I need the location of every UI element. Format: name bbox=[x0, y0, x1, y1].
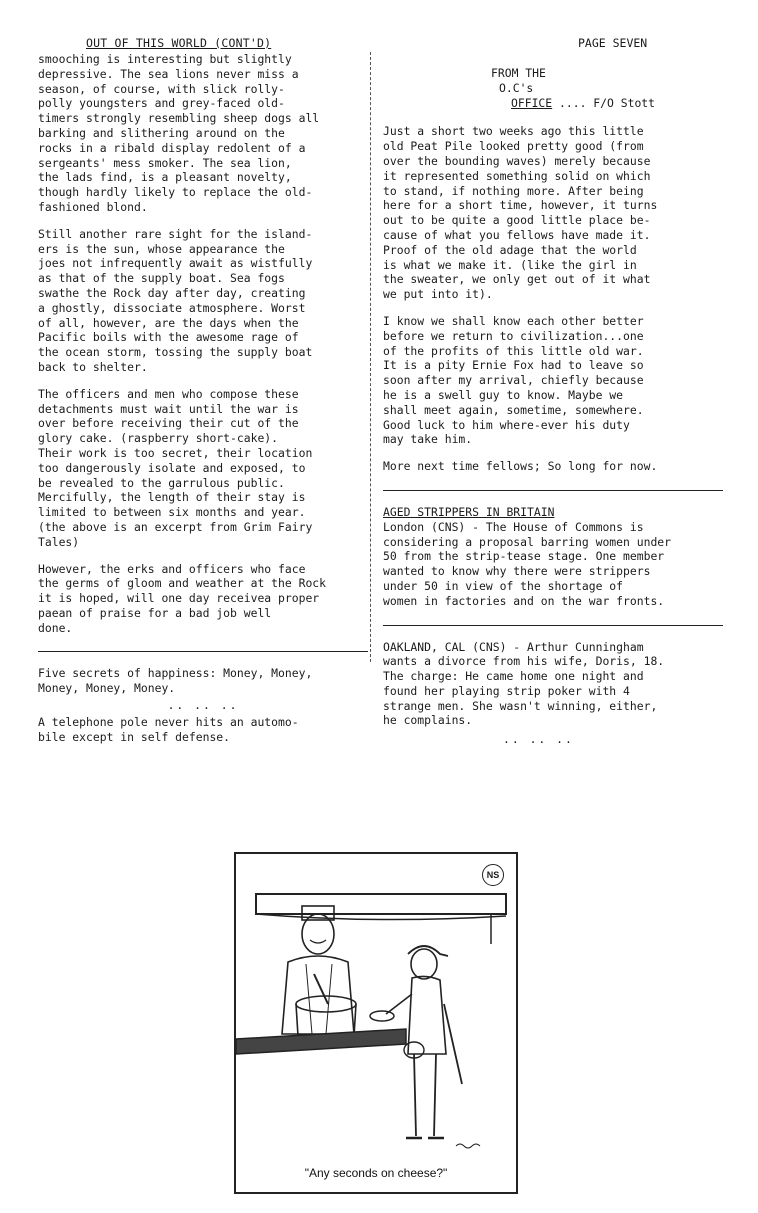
section-rule bbox=[383, 625, 723, 626]
article-paragraph: The officers and men who compose these detachments must wait until the war is over before receiving their cut of the glory cake. (raspberry short-cake). Their work is too secret, their location too dangerously isolate and exposed, to be revealed to the garrulous public. Mercifully, the length of their stay is limited to between six months and year. (the above is an excerpt from Grim Fairy Tales) bbox=[38, 386, 313, 549]
article-paragraph: I know we shall know each other better before we return to civilization...one of the profits of this little old war. It is a pity Ernie Fox had to leave so soon after my arrival, chiefly because he is a swell guy to know. Maybe we shall meet again, sometime, somewhere. Good luck to him where-ever his duty may take him. bbox=[383, 313, 644, 447]
ornament-dots: .. .. .. bbox=[503, 732, 574, 747]
section-rule bbox=[383, 490, 723, 491]
ornament-dots: .. .. .. bbox=[167, 698, 239, 713]
oc-heading-line: FROM THE bbox=[491, 66, 546, 80]
oc-heading-office: OFFICE bbox=[511, 95, 553, 110]
right-column bbox=[383, 66, 723, 749]
cartoon-illustration bbox=[236, 854, 516, 1192]
article-paragraph: More next time fellows; So long for now. bbox=[383, 459, 658, 474]
running-header-title: OUT OF THIS WORLD (CONT'D) bbox=[86, 36, 272, 50]
news-body: OAKLAND, CAL (CNS) - Arthur Cunningham wants a divorce from his wife, Doris, 18. The charge: He came home one night and found her playing strip poker with 4 strange men. She wasn't winning, either, he complains. bbox=[383, 639, 665, 728]
syndicate-badge: NS bbox=[482, 864, 504, 886]
news-headline: AGED STRIPPERS IN BRITAIN bbox=[383, 504, 555, 519]
news-body: London (CNS) - The House of Commons is considering a proposal barring women under 50 from the strip-tease stage. One member wanted to know why there were strippers under 50 in view of the shortage of women in factories and on the war fronts. bbox=[383, 519, 672, 608]
cartoon-caption: "Any seconds on cheese?" bbox=[304, 1166, 448, 1180]
article-paragraph: smooching is interesting but slightly depressive. The sea lions never miss a season, of course, with slick rolly- polly youngsters and grey-faced old- timers strongly resembling sheep dogs all barking and slithering around on the rocks in a ribald display redolent of a sergeants' mess smoker. The sea lion, the lads find, is a pleasant novelty, though hardly likely to replace the old- fashioned blond. bbox=[38, 52, 320, 214]
article-paragraph: Just a short two weeks ago this little old Peat Pile looked pretty good (from over the bounding waves) merely because it represented something solid on which to stand, if nothing more. After being here for a short time, however, it turns out to be quite a good little place be- cause of what you fellows have made it. Proof of the old adage that the world is what we make it. (like the girl in the sweater, we only get out of it what we put into it). bbox=[383, 124, 658, 302]
left-column bbox=[38, 52, 368, 756]
article-paragraph: However, the erks and officers who face the germs of gloom and weather at the Rock it is hoped, will one day receivea proper paean of praise for a bad job well done. bbox=[38, 561, 327, 635]
oc-office-heading bbox=[491, 66, 723, 110]
article-paragraph: Still another rare sight for the island- ers is the sun, whose appearance the joes not infrequently await as wistfully as that of the supply boat. Sea fogs swathe the Rock day after day, creating a ghostly, dissociate atmosphere. Worst of all, however, are the days when the Pacific boils with the awesome rage of the ocean storm, tossing the supply boat back to shelter. bbox=[38, 226, 313, 374]
filler-happiness: Five secrets of happiness: Money, Money, Money, Money, Money. bbox=[38, 666, 313, 696]
filler-telephone-pole: A telephone pole never hits an automo- bile except in self defense. bbox=[38, 714, 299, 744]
section-rule bbox=[38, 651, 368, 652]
cartoon-panel bbox=[234, 852, 518, 1194]
oc-heading-line: O.C's bbox=[499, 80, 534, 95]
oc-byline: .... F/O Stott bbox=[552, 95, 656, 110]
column-divider bbox=[370, 52, 372, 662]
page-number: PAGE SEVEN bbox=[578, 36, 648, 50]
